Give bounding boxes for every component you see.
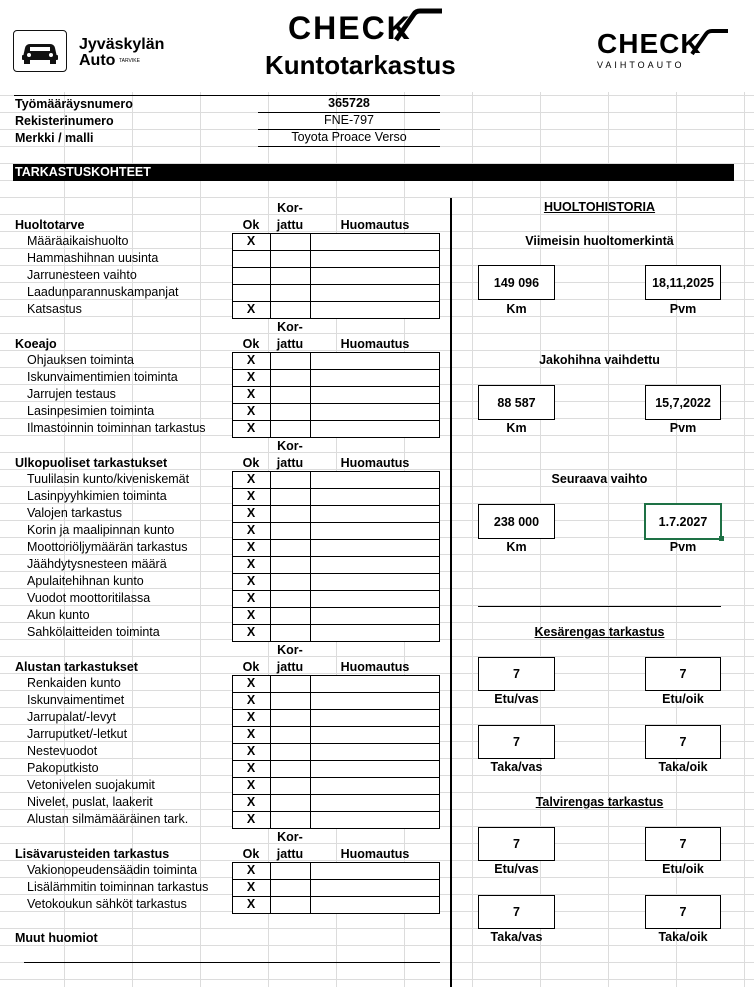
col-header-kor: Kor-: [277, 201, 303, 215]
corrected-cell[interactable]: [270, 692, 311, 710]
winter-tires-title: Talvirengas tarkastus: [535, 795, 664, 809]
ok-mark: X: [246, 778, 256, 792]
check-item-label: Sahkölaitteiden toiminta: [27, 625, 160, 639]
corrected-cell[interactable]: [270, 573, 311, 591]
col-header-kor: Kor-: [277, 830, 303, 844]
summer-rear-left-label: Taka/vas: [490, 760, 543, 774]
check-item-label: Jarrunesteen vaihto: [27, 268, 137, 282]
note-cell[interactable]: [310, 862, 440, 880]
corrected-cell[interactable]: [270, 301, 311, 319]
corrected-cell[interactable]: [270, 862, 311, 880]
corrected-cell[interactable]: [270, 811, 311, 829]
check-item-label: Katsastus: [27, 302, 82, 316]
ok-mark: X: [246, 404, 256, 418]
section-title: Koeajo: [15, 337, 57, 351]
corrected-cell[interactable]: [270, 386, 311, 404]
check-item-label: Vetonivelen suojakumit: [27, 778, 155, 792]
corrected-cell[interactable]: [270, 233, 311, 251]
ok-mark: X: [246, 693, 256, 707]
dealer-name-line2: Auto: [79, 52, 116, 69]
km-label: Km: [506, 421, 527, 435]
check-item-label: Jarruputket/-letkut: [27, 727, 128, 741]
corrected-cell[interactable]: [270, 522, 311, 540]
summer-front-right-box[interactable]: 7: [645, 657, 721, 691]
note-cell[interactable]: [310, 352, 440, 370]
col-header-jattu: jattu: [276, 456, 304, 470]
km-label: Km: [506, 302, 527, 316]
corrected-cell[interactable]: [270, 539, 311, 557]
note-cell[interactable]: [310, 556, 440, 574]
col-header-jattu: jattu: [276, 660, 304, 674]
check-item-label: Akun kunto: [27, 608, 90, 622]
check-item-label: Iskunvaimentimien toiminta: [27, 370, 178, 384]
ok-cell[interactable]: [232, 284, 271, 302]
corrected-cell[interactable]: [270, 267, 311, 285]
order-number-label: Työmääräysnumero: [15, 97, 133, 111]
ok-mark: X: [246, 744, 256, 758]
ok-mark: X: [246, 608, 256, 622]
note-cell[interactable]: [310, 386, 440, 404]
page-title: Kuntotarkastus: [265, 50, 456, 80]
summer-front-left-label: Etu/vas: [494, 692, 539, 706]
section-title: Huoltotarve: [15, 218, 85, 232]
corrected-cell[interactable]: [270, 726, 311, 744]
note-cell[interactable]: [310, 777, 440, 795]
check-item-label: Nestevuodot: [27, 744, 98, 758]
check-item-label: Vuodot moottoritilassa: [27, 591, 151, 605]
check-item-label: Renkaiden kunto: [27, 676, 121, 690]
col-header-jattu: jattu: [276, 337, 304, 351]
corrected-cell[interactable]: [270, 777, 311, 795]
ok-mark: X: [246, 591, 256, 605]
belt-date-box[interactable]: 15,7,2022: [645, 385, 721, 420]
check-item-label: Alustan silmämääräinen tark.: [27, 812, 189, 826]
ok-mark: X: [246, 489, 256, 503]
ok-mark: X: [246, 880, 256, 894]
note-cell[interactable]: [310, 726, 440, 744]
date-label: Pvm: [669, 302, 697, 316]
registration-value: FNE-797: [323, 113, 375, 127]
winter-rear-right-box[interactable]: 7: [645, 895, 721, 929]
note-cell[interactable]: [310, 420, 440, 438]
check-item-label: Laadunparannuskampanjat: [27, 285, 179, 299]
check-item-label: Määräaikaishuolto: [27, 234, 129, 248]
corrected-cell[interactable]: [270, 709, 311, 727]
check-item-label: Ilmastoinnin toiminnan tarkastus: [27, 421, 206, 435]
check-item-label: Apulaitehihnan kunto: [27, 574, 144, 588]
check-logo-main: CHECK: [288, 10, 412, 46]
check-swoosh-icon: [394, 8, 444, 44]
check-item-label: Vakionopeudensäädin toiminta: [27, 863, 198, 877]
check-item-label: Korin ja maalipinnan kunto: [27, 523, 175, 537]
corrected-cell[interactable]: [270, 607, 311, 625]
note-cell[interactable]: [310, 539, 440, 557]
note-cell[interactable]: [310, 794, 440, 812]
winter-rear-left-label: Taka/vas: [490, 930, 543, 944]
corrected-cell[interactable]: [270, 505, 311, 523]
corrected-cell[interactable]: [270, 250, 311, 268]
check-item-label: Moottoriöljymäärän tarkastus: [27, 540, 188, 554]
corrected-cell[interactable]: [270, 352, 311, 370]
summer-front-right-label: Etu/oik: [662, 692, 704, 706]
section-title: Alustan tarkastukset: [15, 660, 138, 674]
registration-label: Rekisterinumero: [15, 114, 114, 128]
latest-km-box[interactable]: 149 096: [478, 265, 555, 300]
belt-km-box[interactable]: 88 587: [478, 385, 555, 420]
col-header-jattu: jattu: [276, 847, 304, 861]
col-header-ok: Ok: [242, 847, 260, 861]
other-notes-label: Muut huomiot: [15, 931, 98, 945]
ok-mark: X: [246, 523, 256, 537]
note-cell[interactable]: [310, 573, 440, 591]
winter-front-right-label: Etu/oik: [662, 862, 704, 876]
ok-mark: X: [246, 557, 256, 571]
ok-mark: X: [246, 727, 256, 741]
ok-mark: X: [246, 421, 256, 435]
corrected-cell[interactable]: [270, 420, 311, 438]
note-cell[interactable]: [310, 760, 440, 778]
check-item-label: Jarrupalat/-levyt: [27, 710, 116, 724]
note-cell[interactable]: [310, 607, 440, 625]
check-item-label: Valojen tarkastus: [27, 506, 122, 520]
section-title: Lisävarusteiden tarkastus: [15, 847, 170, 861]
check-item-label: Lisälämmitin toiminnan tarkastus: [27, 880, 209, 894]
belt-label: Jakohihna vaihdettu: [539, 353, 660, 367]
col-header-note: Huomautus: [340, 660, 410, 674]
winter-rear-left-box[interactable]: 7: [478, 895, 555, 929]
note-cell[interactable]: [310, 692, 440, 710]
col-header-note: Huomautus: [340, 218, 410, 232]
col-header-ok: Ok: [242, 660, 260, 674]
latest-date-box[interactable]: 18,11,2025: [645, 265, 721, 300]
check-item-label: Nivelet, puslat, laakerit: [27, 795, 153, 809]
ok-mark: X: [246, 863, 256, 877]
corrected-cell[interactable]: [270, 403, 311, 421]
history-title: HUOLTOHISTORIA: [543, 200, 656, 214]
corrected-cell[interactable]: [270, 471, 311, 489]
corrected-cell[interactable]: [270, 675, 311, 693]
ok-mark: X: [246, 897, 256, 911]
corrected-cell[interactable]: [270, 624, 311, 642]
ok-mark: X: [246, 302, 256, 316]
winter-front-right-box[interactable]: 7: [645, 827, 721, 861]
ok-mark: X: [246, 387, 256, 401]
ok-mark: X: [246, 625, 256, 639]
model-label: Merkki / malli: [15, 131, 94, 145]
dealer-logo: [13, 30, 67, 72]
col-header-note: Huomautus: [340, 337, 410, 351]
next-date-box[interactable]: 1.7.2027: [644, 503, 722, 540]
date-label: Pvm: [669, 421, 697, 435]
latest-service-label: Viimeisin huoltomerkintä: [525, 234, 674, 248]
date-label: Pvm: [669, 540, 697, 554]
ok-mark: X: [246, 676, 256, 690]
corrected-cell[interactable]: [270, 488, 311, 506]
corrected-cell[interactable]: [270, 794, 311, 812]
col-header-ok: Ok: [242, 456, 260, 470]
section-title-bar: TARKASTUSKOHTEET: [13, 164, 734, 181]
corrected-cell[interactable]: [270, 556, 311, 574]
ok-mark: X: [246, 370, 256, 384]
ok-mark: X: [246, 506, 256, 520]
corrected-cell[interactable]: [270, 590, 311, 608]
note-cell[interactable]: [310, 471, 440, 489]
ok-mark: X: [246, 540, 256, 554]
note-cell[interactable]: [310, 879, 440, 897]
km-label: Km: [506, 540, 527, 554]
check-item-label: Pakoputkisto: [27, 761, 99, 775]
dealer-sub: TARVIKE: [119, 58, 140, 64]
car-icon: [14, 31, 66, 71]
ok-mark: X: [246, 812, 256, 826]
note-cell[interactable]: [310, 522, 440, 540]
note-cell[interactable]: [310, 284, 440, 302]
check-logo-right: CHECK: [597, 28, 702, 59]
note-cell[interactable]: [310, 403, 440, 421]
check-item-label: Jarrujen testaus: [27, 387, 116, 401]
winter-rear-right-label: Taka/oik: [658, 930, 708, 944]
ok-mark: X: [246, 710, 256, 724]
note-cell[interactable]: [310, 369, 440, 387]
summer-rear-right-label: Taka/oik: [658, 760, 708, 774]
check-item-label: Ohjauksen toiminta: [27, 353, 135, 367]
winter-front-left-label: Etu/vas: [494, 862, 539, 876]
check-right-swoosh-icon: [690, 28, 730, 58]
ok-mark: X: [246, 795, 256, 809]
ok-cell[interactable]: [232, 267, 271, 285]
ok-mark: X: [246, 353, 256, 367]
note-cell[interactable]: [310, 488, 440, 506]
note-cell[interactable]: [310, 675, 440, 693]
corrected-cell[interactable]: [270, 760, 311, 778]
check-item-label: Vetokoukun sähköt tarkastus: [27, 897, 187, 911]
col-header-ok: Ok: [242, 218, 260, 232]
check-logo-right-sub: VAIHTOAUTO: [597, 60, 685, 70]
section-title: Ulkopuoliset tarkastukset: [15, 456, 168, 470]
col-header-ok: Ok: [242, 337, 260, 351]
model-value: Toyota Proace Verso: [291, 130, 407, 144]
note-cell[interactable]: [310, 811, 440, 829]
col-header-note: Huomautus: [340, 456, 410, 470]
col-header-kor: Kor-: [277, 439, 303, 453]
ok-mark: X: [246, 472, 256, 486]
note-cell[interactable]: [310, 743, 440, 761]
next-km-box[interactable]: 238 000: [478, 504, 555, 539]
winter-front-left-box[interactable]: 7: [478, 827, 555, 861]
note-cell[interactable]: [310, 267, 440, 285]
summer-rear-left-box[interactable]: 7: [478, 725, 555, 759]
check-item-label: Iskunvaimentimet: [27, 693, 125, 707]
ok-cell[interactable]: [232, 250, 271, 268]
corrected-cell[interactable]: [270, 879, 311, 897]
ok-mark: X: [246, 234, 256, 248]
note-cell[interactable]: [310, 505, 440, 523]
col-header-kor: Kor-: [277, 320, 303, 334]
order-number-value: 365728: [328, 96, 370, 110]
ok-mark: X: [246, 761, 256, 775]
note-cell[interactable]: [310, 590, 440, 608]
summer-rear-right-box[interactable]: 7: [645, 725, 721, 759]
dealer-name-line1: Jyväskylän: [79, 36, 165, 53]
summer-tires-title: Kesärengas tarkastus: [534, 625, 665, 639]
ok-mark: X: [246, 574, 256, 588]
check-item-label: Lasinpesimien toiminta: [27, 404, 155, 418]
check-item-label: Jäähdytysnesteen määrä: [27, 557, 167, 571]
corrected-cell[interactable]: [270, 369, 311, 387]
note-cell[interactable]: [310, 896, 440, 914]
corrected-cell[interactable]: [270, 284, 311, 302]
check-item-label: Tuulilasin kunto/kiveniskemät: [27, 472, 190, 486]
note-cell[interactable]: [310, 624, 440, 642]
note-cell[interactable]: [310, 250, 440, 268]
corrected-cell[interactable]: [270, 896, 311, 914]
next-change-label: Seuraava vaihto: [551, 472, 648, 486]
note-cell[interactable]: [310, 301, 440, 319]
col-header-note: Huomautus: [340, 847, 410, 861]
col-header-kor: Kor-: [277, 643, 303, 657]
col-header-jattu: jattu: [276, 218, 304, 232]
check-item-label: Hammashihnan uusinta: [27, 251, 159, 265]
check-item-label: Lasinpyyhkimien toiminta: [27, 489, 167, 503]
summer-front-left-box[interactable]: 7: [478, 657, 555, 691]
corrected-cell[interactable]: [270, 743, 311, 761]
note-cell[interactable]: [310, 233, 440, 251]
note-cell[interactable]: [310, 709, 440, 727]
